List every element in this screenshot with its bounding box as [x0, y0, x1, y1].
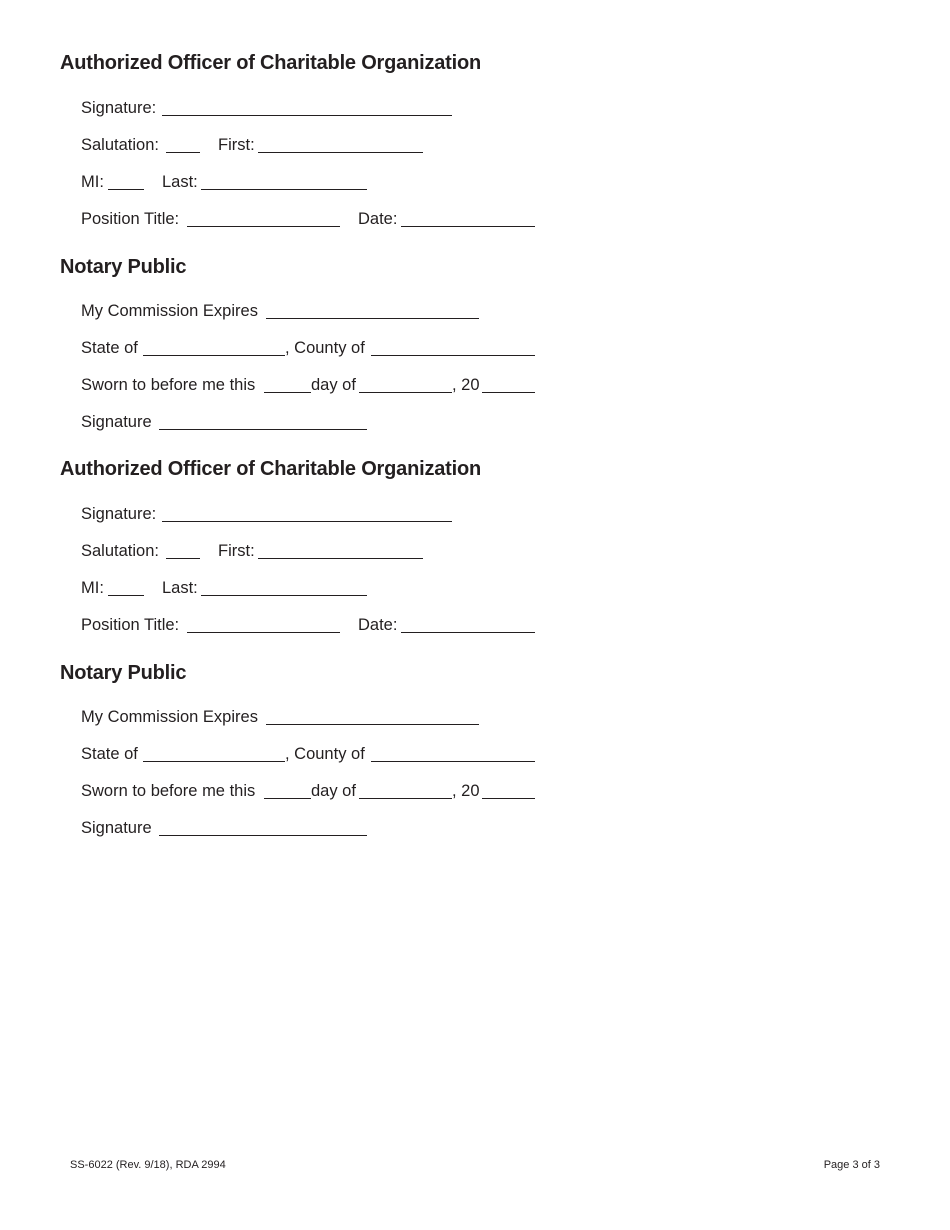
salutation-line[interactable]: [166, 152, 200, 153]
county-of-label: , County of: [285, 339, 365, 357]
notary-signature-label: Signature: [81, 819, 152, 837]
sworn-year-line[interactable]: [482, 798, 535, 799]
last-name-label: Last:: [162, 579, 198, 597]
state-of-label: State of: [81, 339, 138, 357]
section-heading: Authorized Officer of Charitable Organization: [60, 458, 482, 480]
first-name-label: First:: [218, 542, 255, 560]
salutation-label: Salutation:: [81, 542, 159, 560]
position-title-line[interactable]: [187, 226, 340, 227]
position-title-label: Position Title:: [81, 616, 180, 634]
state-of-label: State of: [81, 745, 138, 763]
date-label: Date:: [358, 616, 398, 634]
signature-label: Signature:: [81, 505, 157, 523]
notary-signature-line[interactable]: [159, 429, 367, 430]
form-id-footer: SS-6022 (Rev. 9/18), RDA 2994: [70, 1159, 226, 1171]
year-prefix-label: , 20: [452, 376, 480, 394]
commission-expires-label: My Commission Expires: [81, 708, 258, 726]
state-line[interactable]: [143, 761, 285, 762]
date-line[interactable]: [401, 632, 535, 633]
date-label: Date:: [358, 210, 398, 228]
page-number-footer: Page 3 of 3: [823, 1159, 880, 1171]
first-name-line[interactable]: [258, 558, 423, 559]
last-name-line[interactable]: [201, 595, 367, 596]
sworn-day-line[interactable]: [264, 392, 311, 393]
date-line[interactable]: [401, 226, 535, 227]
position-title-line[interactable]: [187, 632, 340, 633]
middle-initial-line[interactable]: [108, 595, 144, 596]
commission-expires-line[interactable]: [266, 318, 479, 319]
commission-expires-line[interactable]: [266, 724, 479, 725]
day-of-label: day of: [311, 782, 356, 800]
section-heading: Notary Public: [60, 256, 187, 278]
sworn-day-line[interactable]: [264, 798, 311, 799]
sworn-label: Sworn to before me this: [81, 782, 256, 800]
signature-line[interactable]: [162, 521, 452, 522]
first-name-line[interactable]: [258, 152, 423, 153]
state-line[interactable]: [143, 355, 285, 356]
sworn-label: Sworn to before me this: [81, 376, 256, 394]
signature-line[interactable]: [162, 115, 452, 116]
year-prefix-label: , 20: [452, 782, 480, 800]
notary-signature-label: Signature: [81, 413, 152, 431]
sworn-year-line[interactable]: [482, 392, 535, 393]
sworn-month-line[interactable]: [359, 798, 452, 799]
signature-label: Signature:: [81, 99, 157, 117]
commission-expires-label: My Commission Expires: [81, 302, 258, 320]
middle-initial-label: MI:: [81, 173, 104, 191]
county-line[interactable]: [371, 355, 535, 356]
section-heading: Notary Public: [60, 662, 187, 684]
salutation-label: Salutation:: [81, 136, 159, 154]
sworn-month-line[interactable]: [359, 392, 452, 393]
position-title-label: Position Title:: [81, 210, 180, 228]
section-heading: Authorized Officer of Charitable Organization: [60, 52, 482, 74]
county-line[interactable]: [371, 761, 535, 762]
middle-initial-label: MI:: [81, 579, 104, 597]
middle-initial-line[interactable]: [108, 189, 144, 190]
county-of-label: , County of: [285, 745, 365, 763]
day-of-label: day of: [311, 376, 356, 394]
first-name-label: First:: [218, 136, 255, 154]
last-name-line[interactable]: [201, 189, 367, 190]
notary-signature-line[interactable]: [159, 835, 367, 836]
last-name-label: Last:: [162, 173, 198, 191]
salutation-line[interactable]: [166, 558, 200, 559]
